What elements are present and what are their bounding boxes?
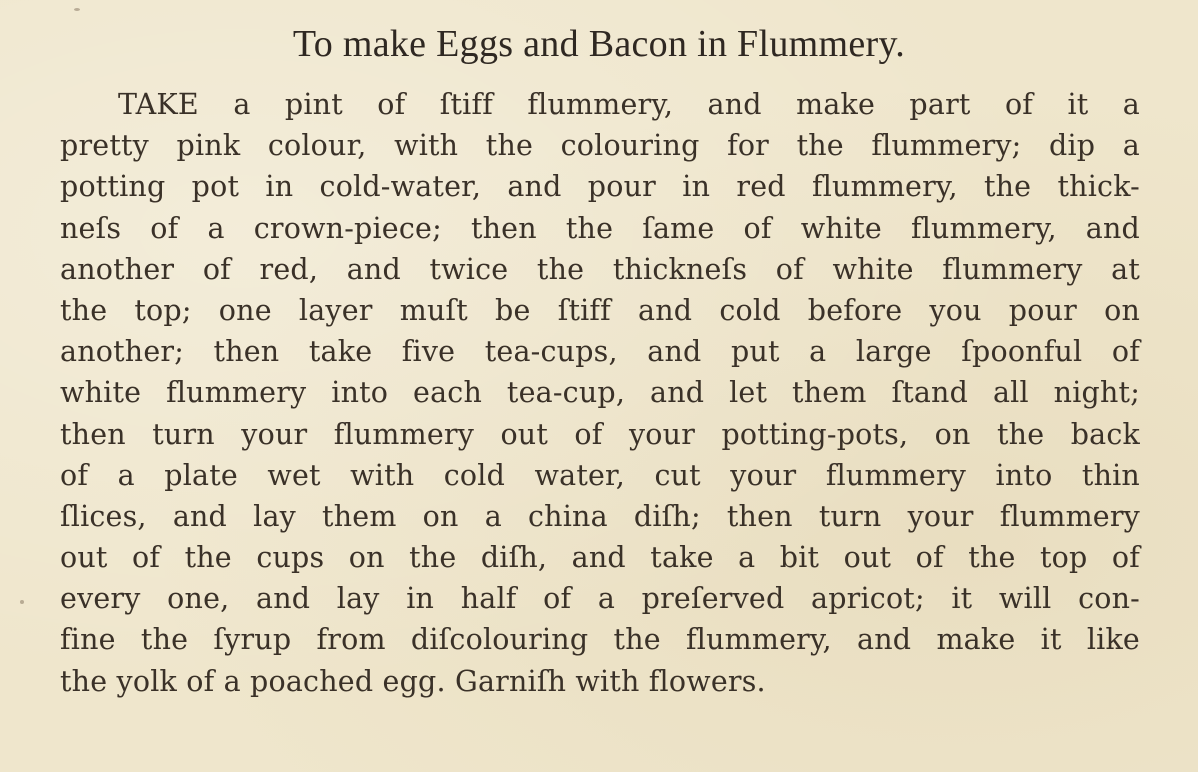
text-line: out of the cups on the diſh, and take a bit out of the top of (60, 541, 1140, 575)
text-line: the top; one layer muſt be ſtiff and cold before you pour on (60, 293, 1140, 327)
paper-speck (74, 8, 80, 11)
text-line: potting pot in cold-water, and pour in red flummery, the thick- (60, 170, 1140, 204)
recipe-body (60, 84, 1140, 702)
recipe-title: To make Eggs and Bacon in Flummery. (292, 23, 906, 65)
text-line: neſs of a crown-piece; then the ſame of white flummery, and (60, 211, 1140, 245)
text-line: fine the ſyrup from diſcolouring the flummery, and make it like (60, 623, 1140, 657)
paper-speck (20, 600, 24, 604)
text-line: another of red, and twice the thickneſs of white flummery at (60, 252, 1140, 286)
text-line: another; then take five tea-cups, and put a large ſpoonful of (60, 335, 1140, 369)
text-line: every one, and lay in half of a preſerved apricot; it will con- (60, 582, 1140, 616)
text-line: white flummery into each tea-cup, and let them ſtand all night; (60, 376, 1140, 410)
text-line: then turn your flummery out of your potting-pots, on the back (60, 417, 1140, 451)
text-line: of a plate wet with cold water, cut your flummery into thin (60, 458, 1140, 492)
text-line: TAKE a pint of ſtiff flummery, and make part of it a (118, 88, 1140, 121)
text-line: pretty pink colour, with the colouring for the flummery; dip a (60, 129, 1140, 163)
text-line: the yolk of a poached egg. Garniſh with flowers. (60, 664, 766, 698)
text-line: ſlices, and lay them on a china diſh; then turn your flummery (60, 499, 1140, 533)
